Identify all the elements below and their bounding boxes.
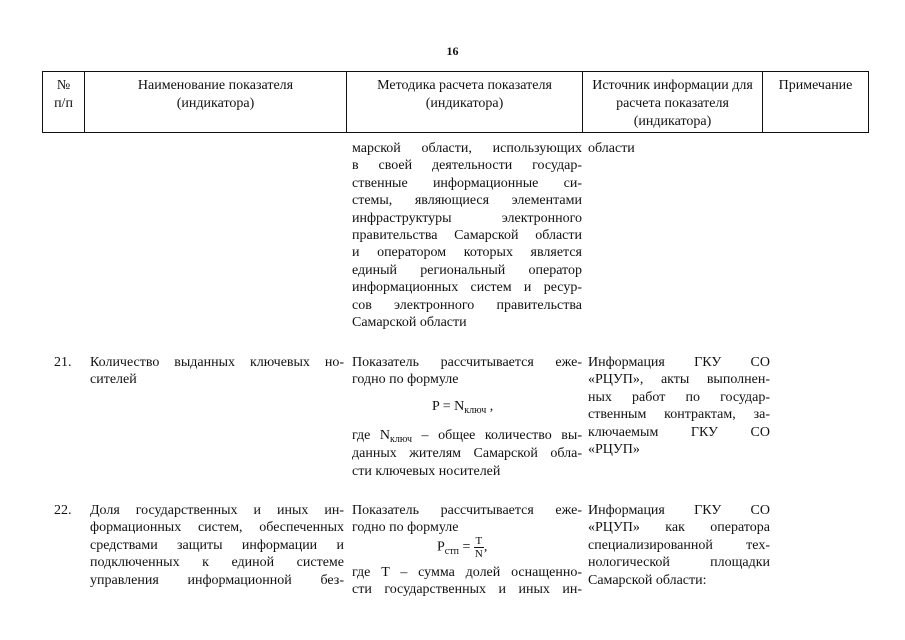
text-line: управления информационной без- bbox=[90, 572, 344, 588]
text-line: нологической площадки bbox=[588, 555, 770, 571]
text-line: ных работ по государ- bbox=[588, 389, 770, 405]
text-line: годно по формуле bbox=[352, 520, 459, 536]
table-header bbox=[42, 71, 869, 133]
text-line: сти государственных и иных ин- bbox=[352, 582, 582, 598]
row21-method bbox=[352, 354, 582, 389]
text-line: Показатель рассчитывается еже- bbox=[352, 355, 582, 370]
row22-source bbox=[588, 502, 770, 589]
continuation-source: области bbox=[588, 141, 635, 156]
text-line: Самарской области: bbox=[588, 572, 707, 588]
text-line: информационных систем и ресур- bbox=[352, 280, 582, 296]
text-line: ственные информационные си- bbox=[352, 175, 582, 191]
text-line: в своей деятельности государ- bbox=[352, 158, 582, 174]
row21-formula: $P = N_{ключ}$ , bbox=[432, 399, 494, 416]
text-line: данных жителям Самарской обла- bbox=[352, 446, 582, 462]
header-num: № п/п bbox=[43, 72, 85, 133]
text-line: «РЦУП» bbox=[588, 442, 640, 458]
text-line: где $N_{ключ}$ – общее количество вы- bbox=[352, 428, 582, 445]
continuation-method bbox=[352, 140, 582, 331]
row22-method-where bbox=[352, 564, 582, 599]
text-line: Доля государственных и иных ин- bbox=[90, 503, 344, 518]
text-line: формационных систем, обеспеченных bbox=[90, 520, 344, 536]
text-line: ключаемым ГКУ СО bbox=[588, 424, 770, 440]
text-line: правительства Самарской области bbox=[352, 228, 582, 244]
text-line: Показатель рассчитывается еже- bbox=[352, 503, 582, 518]
text-line: сителей bbox=[90, 372, 137, 388]
text-line: «РЦУП» как оператора bbox=[588, 520, 770, 536]
text-line: Информация ГКУ СО bbox=[588, 503, 770, 518]
text-line: ственным контрактам, за- bbox=[588, 407, 770, 423]
text-line: сов электронного правительства bbox=[352, 297, 582, 313]
text-line: единый региональный оператор bbox=[352, 262, 582, 278]
text-line: стемы, являющиеся элементами bbox=[352, 193, 582, 209]
header-name: Наименование показателя (индикатора) bbox=[85, 72, 347, 133]
row21-source bbox=[588, 354, 770, 458]
text-line: Самарской области bbox=[352, 315, 467, 331]
header-note: Примечание bbox=[763, 72, 869, 133]
text-line: годно по формуле bbox=[352, 372, 459, 388]
text-line: сти ключевых носителей bbox=[352, 463, 501, 479]
text-line: марской области, использующих bbox=[352, 141, 582, 156]
text-line: средствами защиты информации и bbox=[90, 537, 344, 553]
fraction: $\frac{T}{N}$ bbox=[474, 535, 483, 560]
header-method: Методика расчета показателя (индикатора) bbox=[347, 72, 583, 133]
row21-name bbox=[90, 354, 344, 389]
row22-method bbox=[352, 502, 582, 537]
row22-number: 22. bbox=[54, 503, 72, 518]
row21-number: 21. bbox=[54, 355, 72, 370]
text-line: «РЦУП», акты выполнен- bbox=[588, 372, 770, 388]
header-source: Источник информации для расчета показателя (индикатора) bbox=[583, 72, 763, 133]
text-line: инфраструктуры электронного bbox=[352, 210, 582, 226]
text-line: и оператором которых является bbox=[352, 245, 582, 261]
row22-formula: $P_{стп}$ = $\frac{T}{N}$ , bbox=[437, 535, 488, 560]
text-line: Количество выданных ключевых но- bbox=[90, 355, 344, 370]
page-number: 16 bbox=[446, 44, 459, 58]
text-line: подключенных к единой системе bbox=[90, 555, 344, 571]
text-line: где T – сумма долей оснащенно- bbox=[352, 565, 582, 580]
text-line: специализированной тех- bbox=[588, 537, 770, 553]
row21-method-where bbox=[352, 427, 582, 480]
row22-name bbox=[90, 502, 344, 589]
text-line: Информация ГКУ СО bbox=[588, 355, 770, 370]
